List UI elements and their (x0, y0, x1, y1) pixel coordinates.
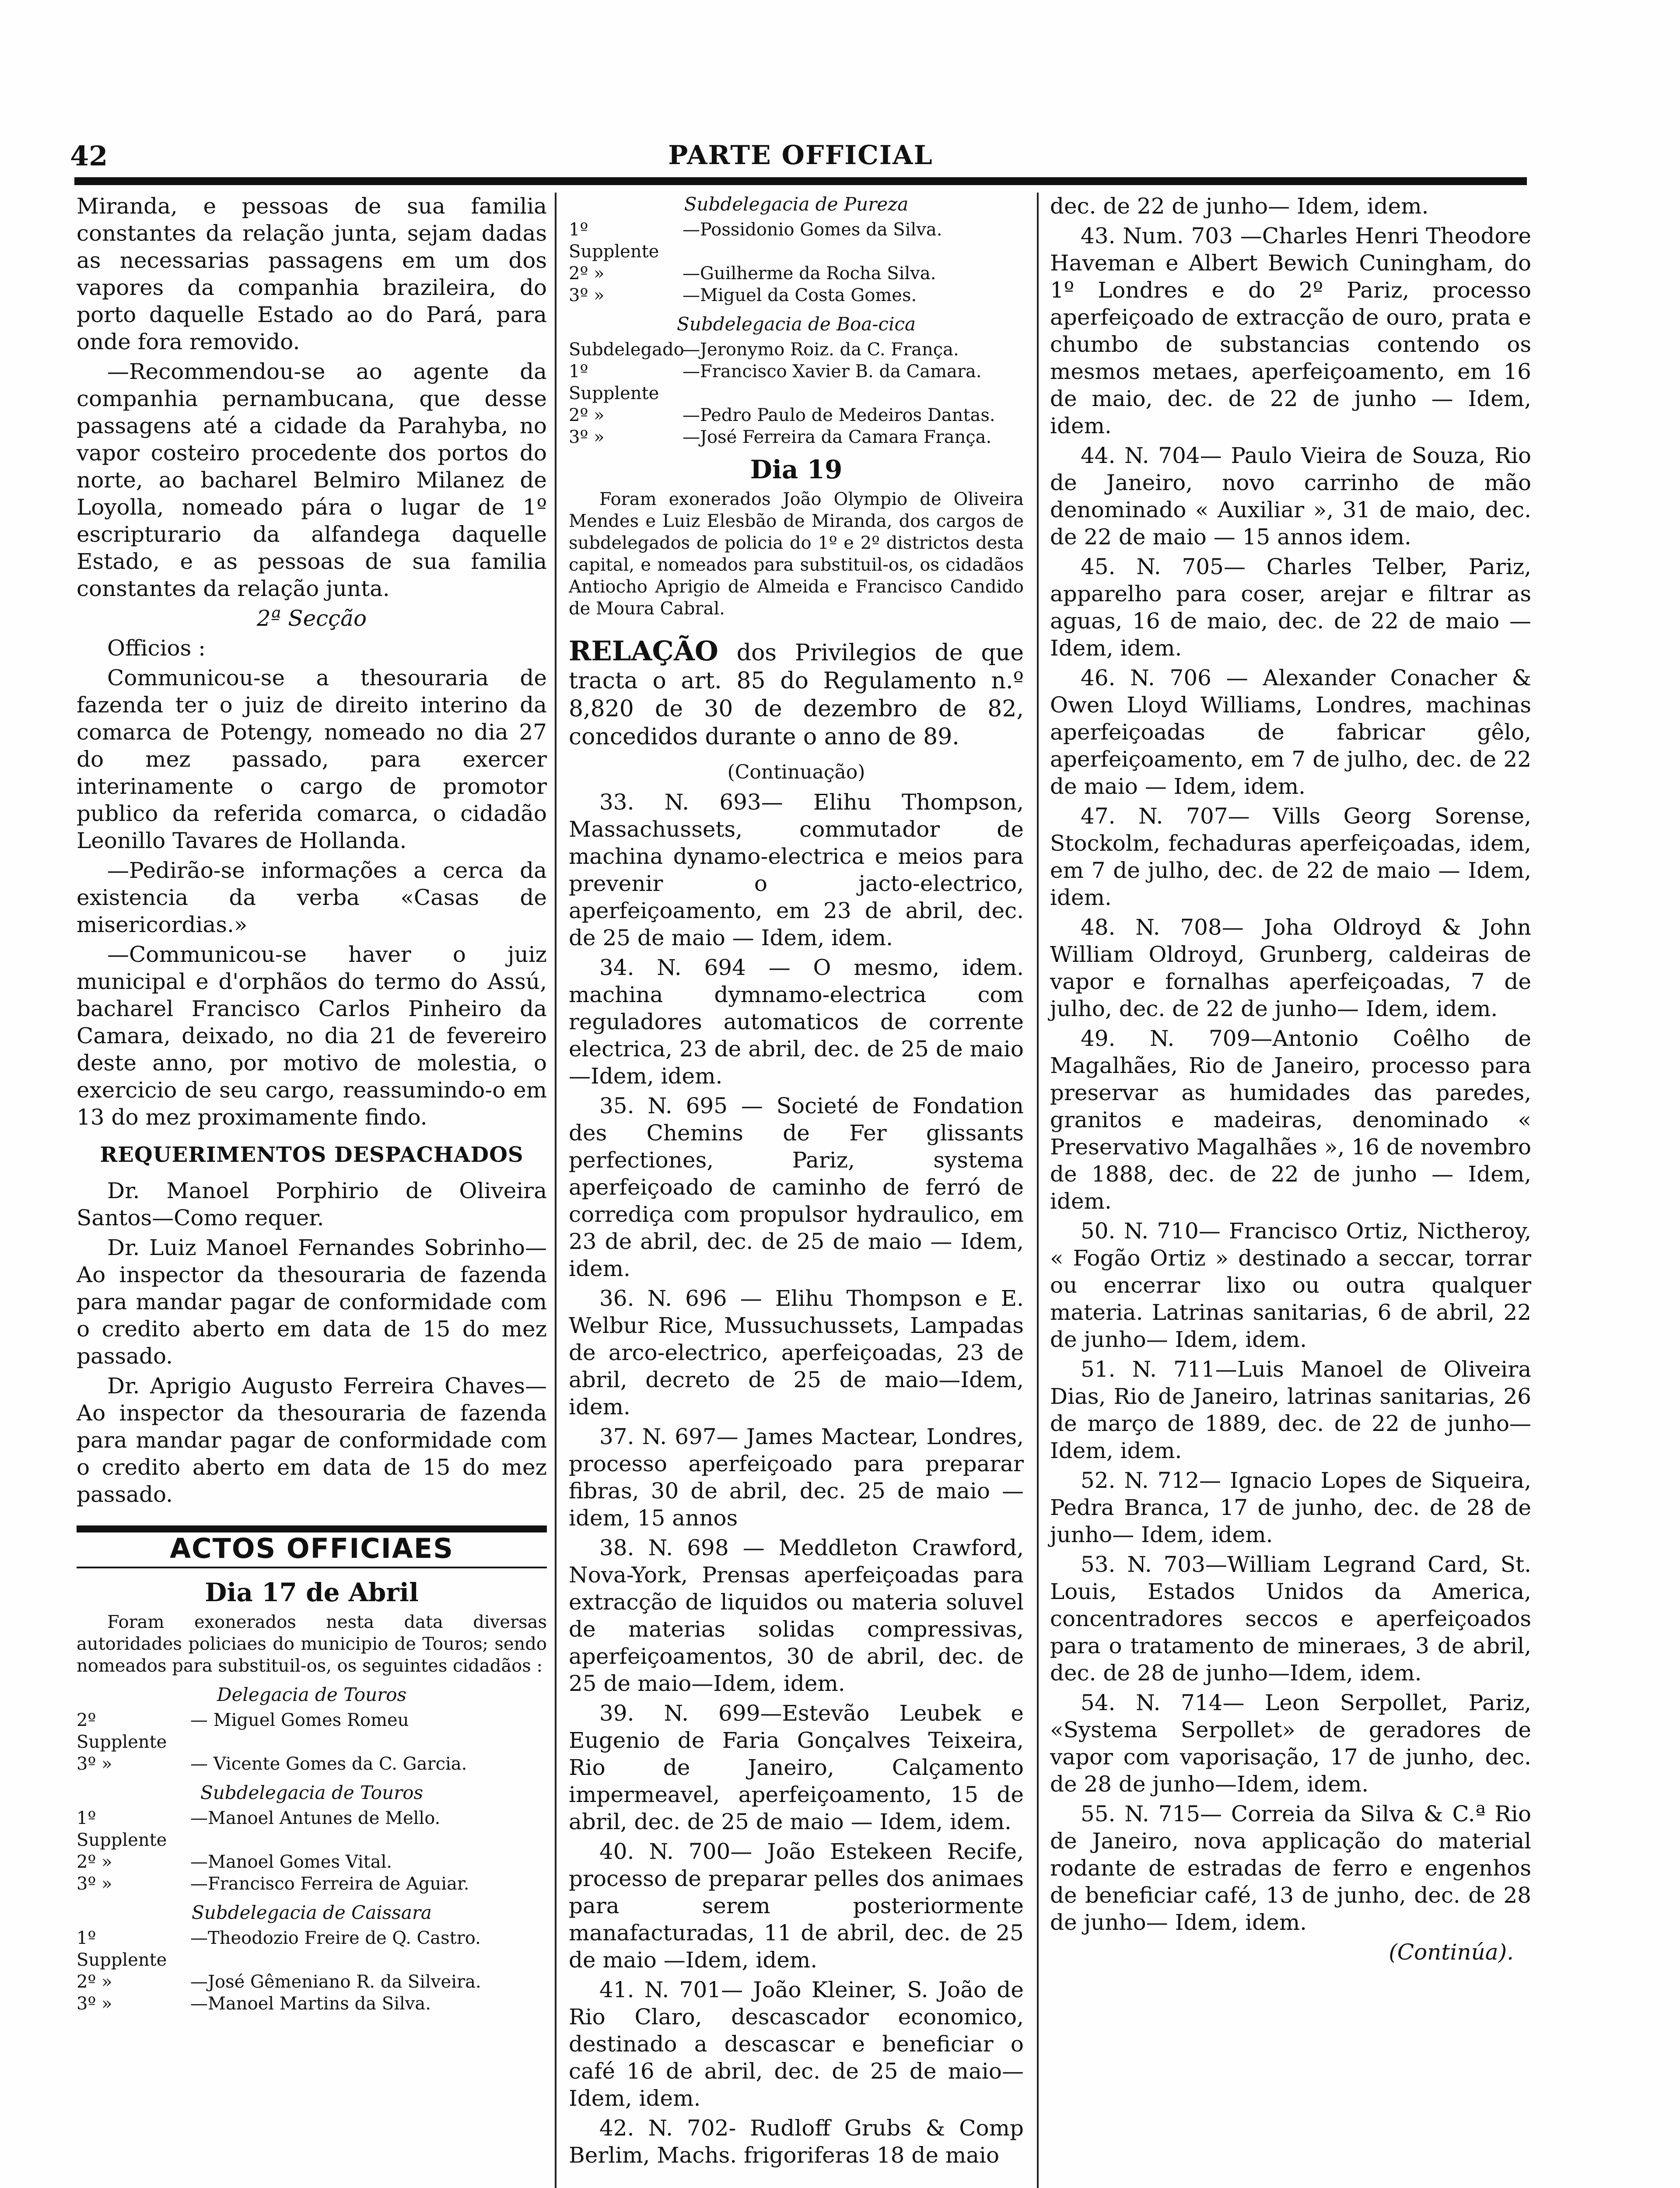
person-name: —José Gêmeniano R. da Silveira. (190, 1972, 481, 1992)
column-divider (1037, 193, 1039, 2188)
subsection-title: Subdelegacia de Touros (200, 1782, 424, 1803)
privilege-item: 34. N. 694 — O mesmo, idem. machina dymnamo-electrica com reguladores automaticos de corrente electrica, 23 de abril, dec. de 25 de maio—Idem, idem. (569, 955, 1024, 1089)
list-item (569, 361, 1024, 404)
subsection-title: Delegacia de Touros (217, 1684, 407, 1705)
list-item (569, 284, 1024, 306)
person-name: —Possidonio Gomes da Silva. (682, 220, 942, 240)
person-name: —Jeronymo Roiz. da C. França. (682, 340, 959, 360)
requerimento: Dr. Manoel Porphirio de Oliveira Santos—Como requer. (77, 1178, 547, 1231)
role: 1º Supplente (77, 1808, 167, 1850)
paragraph: —Communicou-se haver o juiz municipal e d'orphãos do termo do Assú, bacharel Francisco Carlos Pinheiro da Camara, deixado, no dia 21 de fevereiro deste anno, por motivo de molestia, o exercicio de seu cargo, reassumindo-o em 13 do mez proximamente findo. (77, 942, 547, 1130)
person-name: —Theodozio Freire de Q. Castro. (190, 1928, 481, 1948)
person-name: —Miguel da Costa Gomes. (682, 285, 917, 305)
relacao-subtitle: dos Privilegios de que tracta o art. 85 do Regulamento n.º 8,820 de 30 de dezembro de 82, concedidos durante o anno de 89. (569, 640, 1024, 750)
privilege-item: 39. N. 699—Estevão Leubek e Eugenio de Faria Gonçalves Teixeira, Rio de Janeiro, Calçamento impermeavel, aperfeiçoamento, 15 de abril, dec. de 25 de maio — Idem, idem. (569, 1701, 1024, 1834)
privilege-item: 41. N. 701— João Kleiner, S. João de Rio Claro, descascador economico, destinado a descascar e beneficiar o café 16 de abril, dec. de 25 de maio—Idem, idem. (569, 1977, 1024, 2111)
requerimento: Dr. Luiz Manoel Fernandes Sobrinho—Ao inspector da thesouraria de fazenda para mandar pagar de conformidade com o credito aberto em data de 15 do mez passado. (77, 1235, 547, 1369)
person-name: — Miguel Gomes Romeu (190, 1710, 409, 1730)
day19-text: Foram exonerados João Olympio de Oliveira Mendes e Luiz Elesbão de Miranda, dos cargos de subdelegados de policia do 1º e 2º districtos desta capital, e nomeados para substituil-os, os cidadãos Antiocho Aprigio de Almeida e Francisco Candido de Moura Cabral. (569, 489, 1024, 619)
person-name: —Guilherme da Rocha Silva. (682, 263, 936, 284)
privilege-item: 42. N. 702- Rudloff Grubs & Comp Berlim, Machs. frigoriferas 18 de maio (569, 2115, 1024, 2168)
subsection-title: Subdelegacia de Pureza (684, 193, 909, 215)
list-item (77, 1927, 547, 1971)
privilege-item: 53. N. 703—William Legrand Card, St. Louis, Estados Unidos da America, concentradores seccos e aperfeiçoados para o tratamento de mineraes, 3 de abril, dec. de 28 de junho—Idem, idem. (1050, 1552, 1531, 1686)
role: 1º Supplente (569, 361, 659, 403)
paragraph: Communicou-se a thesouraria de fazenda ter o juiz de direito interino da comarca de Potengy, nomeado no dia 27 do mez passado, para exercer interinamente o cargo de promotor publico da referida comarca, o cidadão Leonillo Tavares de Hollanda. (77, 665, 547, 853)
role: 1º Supplente (77, 1928, 167, 1970)
person-name: —Francisco Xavier B. da Camara. (682, 361, 982, 382)
column-3 (1050, 193, 1531, 1968)
list-item (569, 404, 1024, 426)
person-name: —Pedro Paulo de Medeiros Dantas. (682, 405, 995, 425)
page-header (70, 140, 1531, 179)
privilege-item: 46. N. 706 — Alexander Conacher & Owen Lloyd Williams, Londres, machinas aperfeiçoadas de fabricar gêlo, aperfeiçoamento, em 7 de julho, dec. de 22 de maio — Idem, idem. (1050, 665, 1531, 799)
privilege-item: 44. N. 704— Paulo Vieira de Souza, Rio de Janeiro, novo carrinho de mão denominado « Auxiliar », 31 de maio, dec. de 22 de maio — 15 annos idem. (1050, 443, 1531, 550)
privilege-item: 47. N. 707— Vills Georg Sorense, Stockolm, fechaduras aperfeiçoadas, idem, em 7 de julho, dec. de 22 de maio — Idem, idem. (1050, 803, 1531, 910)
relacao-heading (569, 637, 1024, 751)
list-item (569, 339, 1024, 361)
list-item (77, 1807, 547, 1851)
requerimento: Dr. Aprigio Augusto Ferreira Chaves—Ao inspector da thesouraria de fazenda para mandar pagar de conformidade com o credito aberto em data de 15 do mez passado. (77, 1373, 547, 1507)
role: 1º Supplente (569, 220, 659, 262)
continua-label: (Continúa). (1389, 1939, 1514, 1965)
paragraph: Miranda, e pessoas de sua familia constantes da relação junta, sejam dadas as necessarias passagens em um dos vapores da companhia brazileira, do porto daquelle Estado ao do Pará, para onde fora removido. (77, 193, 547, 354)
privilege-item: 51. N. 711—Luis Manoel de Oliveira Dias, Rio de Janeiro, latrinas sanitarias, 26 de março de 1889, dec. de 22 de junho— Idem, idem. (1050, 1357, 1531, 1463)
privilege-item: 35. N. 695 — Societé de Fondation des Chemins de Fer glissants perfectiones, Pariz, systema aperfeiçoado de caminho de ferró de corrediça com propulsor hydraulico, em 23 de abril, dec. de 25 de maio — Idem, idem. (569, 1093, 1024, 1281)
privilege-item: 49. N. 709—Antonio Coêlho de Magalhães, Rio de Janeiro, processo para preservar as humidades das paredes, granitos e madeiras, denominado « Preservativo Magalhães », 16 de novembro de 1888, dec. de 22 de junho — Idem, idem. (1050, 1026, 1531, 1214)
privilege-item: 36. N. 696 — Elihu Thompson e E. Welbur Rice, Mussuchussets, Lampadas de arco-electrico, aperfeiçoadas, 23 de abril, decreto de 25 de maio—Idem, idem. (569, 1286, 1024, 1420)
privilege-item: 37. N. 697— James Mactear, Londres, processo aperfeiçoado para preparar fibras, 30 de abril, dec. 25 de maio —idem, 15 annos (569, 1424, 1024, 1531)
list-item (569, 263, 1024, 284)
acts-intro: Foram exonerados nesta data diversas autoridades policiaes do municipio de Touros; sendo nomeados para substituil-os, os seguintes cidadãos : (77, 1612, 547, 1676)
role: 2º Supplente (77, 1710, 167, 1752)
role: 3º » (569, 427, 605, 447)
person-name: — Vicente Gomes da C. Garcia. (190, 1754, 467, 1774)
list-item (77, 1971, 547, 1993)
column-1 (77, 193, 547, 2015)
paragraph: —Recommendou-se ao agente da companhia pernambucana, que desse passagens até a cidade da Parahyba, no vapor costeiro procedente dos portos do norte, ao bacharel Belmiro Milanez de Loyolla, nomeado pára o lugar de 1º escripturario da alfandega daquelle Estado, e as pessoas de sua familia constantes da relação junta. (77, 359, 547, 601)
privilege-item: dec. de 22 de junho— Idem, idem. (1050, 193, 1429, 219)
role: 3º » (569, 285, 605, 305)
role: Subdelegado (569, 340, 684, 360)
continuacao-label: (Continuação) (727, 761, 865, 783)
privilege-item: 48. N. 708— Joha Oldroyd & John William Oldroyd, Grunberg, caldeiras de vapor e fornalhas aperfeiçoadas, 7 de julho, dec. de 22 de junho— Idem, idem. (1050, 915, 1531, 1021)
privilege-item: 43. Num. 703 —Charles Henri Theodore Haveman e Albert Bewich Cuningham, do 1º Londres e do 2º Pariz, processo aperfeiçoado de extracção de ouro, prata e chumbo de substancias contendo os mesmos metaes, aperfeiçoamento, em 16 de maio, dec. de 22 de junho — Idem, idem. (1050, 223, 1531, 438)
privilege-item: 33. N. 693— Elihu Thompson, Massachussets, commutador de machina dynamo-electrica e meios para prevenir o jacto-electrico, aperfeiçoamento, em 23 de abril, dec. de 25 de maio — Idem, idem. (569, 789, 1024, 950)
privilege-item: 50. N. 710— Francisco Ortiz, Nictheroy, « Fogão Ortiz » destinado a seccar, torrar ou encerrar lixo ou outra qualquer materia. Latrinas sanitarias, 6 de abril, 22 de junho— Idem, idem. (1050, 1218, 1531, 1352)
acts-title: ACTOS OFFICIAES (170, 1532, 454, 1564)
privilege-item: 52. N. 712— Ignacio Lopes de Siqueira, Pedra Branca, 17 de junho, dec. de 28 de junho— Idem, idem. (1050, 1468, 1531, 1547)
person-name: —Manoel Martins da Silva. (190, 1994, 431, 2014)
list-item (569, 426, 1024, 448)
day-title: Dia 17 de Abril (205, 1578, 419, 1607)
acts-rule (77, 1525, 547, 1532)
list-item (77, 1873, 547, 1895)
person-name: —José Ferreira da Camara França. (682, 427, 992, 447)
officios-label: Officios : (107, 635, 206, 661)
list-item (569, 219, 1024, 263)
subsection-title: Subdelegacia de Boa-cica (677, 313, 916, 335)
role: 2º » (77, 1852, 112, 1872)
list-item (77, 1753, 547, 1775)
list-item (77, 1709, 547, 1753)
role: 3º » (77, 1994, 112, 2014)
paragraph: —Pedirão-se informações a cerca da existencia da verba «Casas de misericordias.» (77, 858, 547, 937)
section-title: PARTE OFFICIAL (668, 140, 933, 171)
role: 3º » (77, 1754, 112, 1774)
privilege-item: 40. N. 700— João Estekeen Recife, processo de preparar pelles dos animaes para serem posteriormente manafacturadas, 11 de abril, dec. de 25 de maio —Idem, idem. (569, 1839, 1024, 1973)
page-number: 42 (70, 140, 108, 172)
column-2 (569, 193, 1024, 2171)
requerimentos-heading: REQUERIMENTOS DESPACHADOS (100, 1143, 524, 1167)
privilege-item: 45. N. 705— Charles Telber, Pariz, apparelho para coser, arejar e filtrar as aguas, 16 de maio, dec. de 22 de maio —Idem, idem. (1050, 554, 1531, 661)
list-item (77, 1993, 547, 2015)
role: 3º » (77, 1874, 112, 1894)
subsection-title: Subdelegacia de Caissara (192, 1902, 432, 1923)
acts-thin-rule (77, 1567, 547, 1568)
privilege-item: 55. N. 715— Correia da Silva & C.ª Rio de Janeiro, nova applicação do material rodante de estradas de ferro e engenhos de beneficiar café, 13 de junho, dec. de 28 de junho— Idem, idem. (1050, 1801, 1531, 1935)
section-label: 2ª Secção (256, 606, 367, 631)
day-title: Dia 19 (750, 455, 843, 484)
header-rule (74, 177, 1527, 185)
list-item (77, 1851, 547, 1873)
person-name: —Manoel Gomes Vital. (190, 1852, 392, 1872)
column-divider (555, 193, 556, 2188)
privilege-item: 38. N. 698 — Meddleton Crawford, Nova-York, Prensas aperfeiçoadas para extracção de liquidos ou materia soluvel de materias solidas compressivas, aperfeiçoamentos, 30 de abril, dec. de 25 de maio—Idem, idem. (569, 1535, 1024, 1696)
person-name: —Manoel Antunes de Mello. (190, 1808, 441, 1828)
role: 2º » (569, 405, 605, 425)
person-name: —Francisco Ferreira de Aguiar. (190, 1874, 469, 1894)
relacao-title: RELAÇÃO (569, 635, 718, 667)
role: 2º » (569, 263, 605, 284)
privilege-item: 54. N. 714— Leon Serpollet, Pariz, «Systema Serpollet» de geradores de vapor com vaporisação, 17 de junho, dec. de 28 de junho—Idem, idem. (1050, 1690, 1531, 1797)
role: 2º » (77, 1972, 112, 1992)
